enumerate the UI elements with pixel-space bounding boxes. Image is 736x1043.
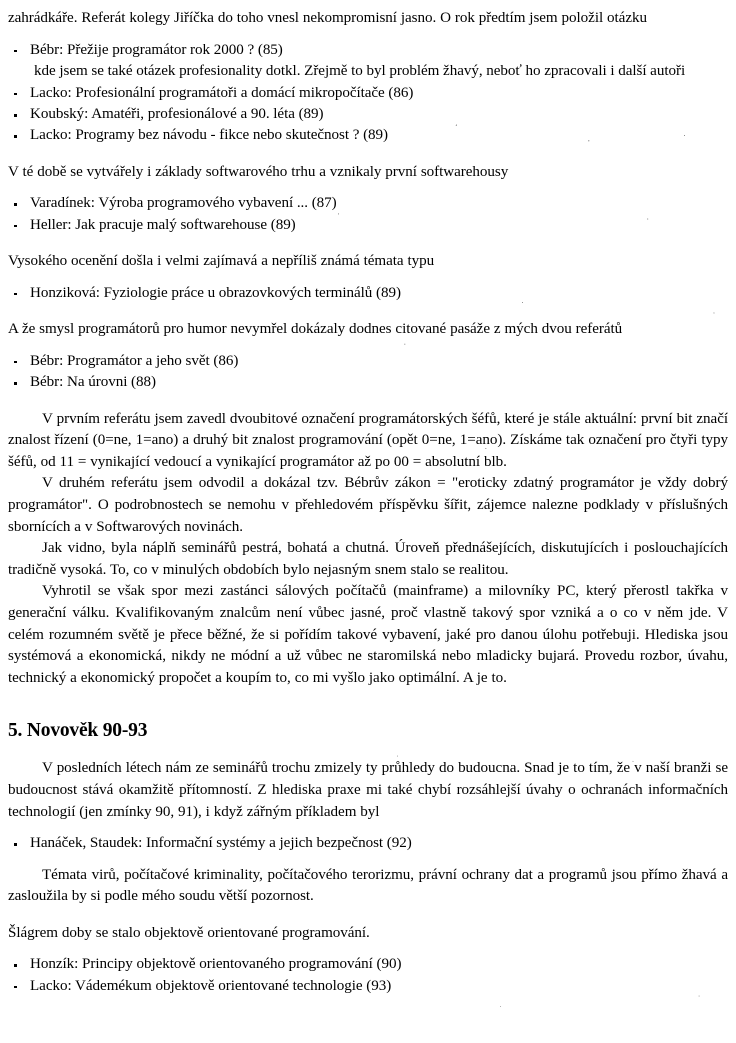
spacer [8, 823, 728, 833]
reference-list-1 [8, 40, 728, 61]
paragraph-jak-vidno: Jak vidno, byla náplň seminářů pestrá, bohatá a chutná. Úroveň přednášejících, diskutujících i poslouchajících tradičně vysoká. To, co v minulých obdobích bylo nejasným snem stalo se realitou. [8, 540, 728, 578]
reference-list-7 [8, 954, 728, 997]
spacer [8, 855, 728, 865]
spacer [8, 273, 728, 283]
list-item: Lacko: Profesionální programátoři a domácí mikropočítače (86) [8, 83, 728, 104]
spacer [8, 341, 728, 351]
list-item: Hanáček, Staudek: Informační systémy a jejich bezpečnost (92) [8, 833, 728, 854]
paragraph-softwarehouses: V té době se vytvářely i základy softwarového trhu a vznikaly první softwarehousy [8, 163, 509, 180]
spacer [8, 689, 728, 719]
reference-list-3 [8, 193, 728, 236]
spacer [8, 944, 728, 954]
paragraph-druhy-referat: V druhém referátu jsem odvodil a dokázal tzv. Bébrův zákon = "eroticky zdatný programátor je vždy dobrý programátor". O podrobnostech se nemohu v přehledovém příspěvku šířit, zájemce nalezne podklady v příslušných sbornících a v Softwarových novinách. [8, 475, 728, 535]
paragraph-vyhrotil: Vyhrotil se však spor mezi zastánci sálových počítačů (mainframe) a milovníky PC, který přerostl takřka v generační válku. Kvalifikovaným znalcům není vůbec jasné, proč vlastně takový spor vzniká a o co v něm jde. V celém rozumném světě je přece běžné, že si pořídím takové vybavení, jaké pro danou úlohu potřebuji. Hlediska jsou systémová a ekonomická, nikdy ne módní a už vůbec ne staromilská nebo mladicky bujará. Provedu rozbor, úvahu, technický a ekonomický propočet a koupím to, co mi vyšlo jako optimální. A je to. [8, 583, 728, 686]
reference-list-6 [8, 833, 728, 854]
spacer [8, 236, 728, 251]
paragraph-temata-viru: Témata virů, počítačové kriminality, počítačového terorizmu, právní ochrany dat a programů jsou přímo žhavá a zasloužila by si podle mého soudu větší pozornost. [8, 866, 728, 905]
paragraph-oceneni: Vysokého ocenění došla i velmi zajímavá a nepříliš známá témata typu [8, 253, 435, 270]
spacer [8, 304, 728, 319]
list-item: Honziková: Fyziologie práce u obrazovkových terminálů (89) [8, 283, 728, 304]
list-item: Koubský: Amatéři, profesionálové a 90. léta (89) [8, 104, 728, 125]
spacer [8, 394, 728, 409]
paragraph-poslednich-letech: V posledních létech nám ze seminářů trochu zmizely ty průhledy do budoucna. Snad je to tím, že v naší branži se budoucnost stává okamžitě přítomností. Z hlediska praxe mi také chybí rozsáhlejší úvahy o ochranách informačních technologií (jen zmínky 90, 91), i když zářným příkladem byl [8, 760, 728, 820]
spacer [8, 147, 728, 162]
list-item: Lacko: Vádemékum objektově orientované technologie (93) [8, 976, 728, 997]
opening-paragraph: zahrádkáře. Referát kolegy Jiříčka do toho vnesl nekompromisní jasno. O rok předtím jsem položil otázku [8, 10, 647, 26]
paragraph-humor: A že smysl programátorů pro humor nevymřel dokázaly dodnes citované pasáže z mých dvou referátů [8, 321, 623, 338]
spacer [8, 30, 728, 40]
list-item: Lacko: Programy bez návodu - fikce nebo skutečnost ? (89) [8, 125, 728, 146]
spacer [8, 183, 728, 193]
paragraph-prvni-referat: V prvním referátu jsem zavedl dvoubitové označení programátorských šéfů, které je stále aktuální: první bit značí znalost řízení (0=ne, 1=ano) a druhý bit znalost programování (opět 0=ne, 1=ano). Získáme tak označení pro čtyři typy šéfů, od 11 = vynikající vedoucí a vynikající programátor až po 00 = absolutní blb. [8, 410, 728, 470]
list-item: Heller: Jak pracuje malý softwarehouse (89) [8, 215, 728, 236]
reference-list-2 [8, 83, 728, 147]
reference-list-4 [8, 283, 728, 304]
section-heading: 5. Novověk 90-93 [8, 720, 148, 742]
spacer [8, 743, 728, 758]
list-item: Bébr: Programátor a jeho svět (86) [8, 351, 728, 372]
reference-list-5 [8, 351, 728, 394]
spacer [8, 908, 728, 923]
list-item: Bébr: Na úrovni (88) [8, 372, 728, 393]
list-item: Bébr: Přežije programátor rok 2000 ? (85) [8, 40, 728, 61]
list-item: Varadínek: Výroba programového vybavení ... (87) [8, 193, 728, 214]
list-item: Honzík: Principy objektově orientovaného programování (90) [8, 954, 728, 975]
note-after-first-reference: kde jsem se také otázek profesionality dotkl. Zřejmě to byl problém žhavý, neboť ho zpracovali i další autoři [34, 63, 686, 79]
paragraph-slagrem: Šlágrem doby se stalo objektově orientované programování. [8, 924, 370, 941]
